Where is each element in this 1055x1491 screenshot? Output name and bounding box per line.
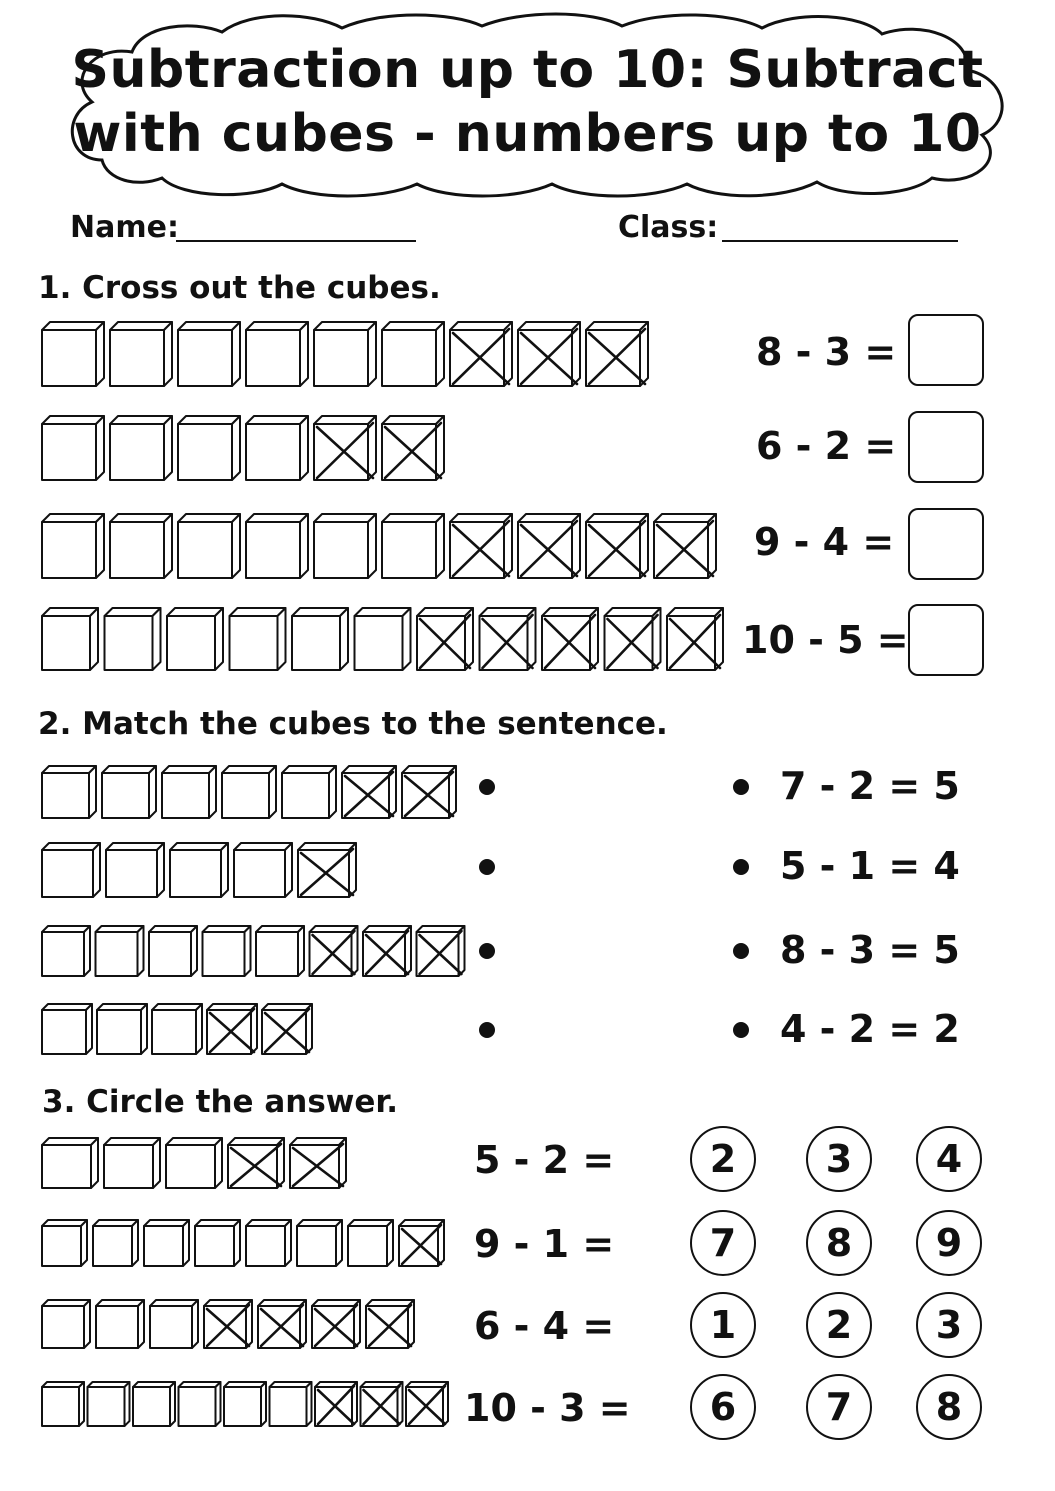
answer-option-1-2[interactable]: 3 (806, 1126, 872, 1192)
cube (361, 1382, 403, 1426)
section3-equation-4: 10 - 3 = (464, 1386, 631, 1430)
cube (270, 1382, 312, 1426)
section1-equation-2: 6 - 2 = (756, 424, 897, 468)
answer-option-4-1[interactable]: 6 (690, 1374, 756, 1440)
answer-option-1-3[interactable]: 4 (916, 1126, 982, 1192)
match-sentence-1: 7 - 2 = 5 (780, 764, 960, 808)
name-label: Name: (70, 210, 179, 245)
cube (315, 1382, 357, 1426)
answer-option-2-1[interactable]: 7 (690, 1210, 756, 1276)
cube (224, 1382, 266, 1426)
answer-option-1-1[interactable]: 2 (690, 1126, 756, 1192)
answer-option-4-2[interactable]: 7 (806, 1374, 872, 1440)
answer-option-3-3[interactable]: 3 (916, 1292, 982, 1358)
section3-equation-2: 9 - 1 = (474, 1222, 615, 1266)
section2-title: 2. Match the cubes to the sentence. (38, 706, 668, 742)
section3-title: 3. Circle the answer. (42, 1084, 399, 1120)
worksheet-title-line-1: Subtraction up to 10: Subtract (71, 40, 984, 100)
section1-equation-3: 9 - 4 = (754, 520, 895, 564)
cube (406, 1382, 448, 1426)
worksheet-title-line-2: with cubes - numbers up to 10 (73, 104, 982, 164)
section3-equation-1: 5 - 2 = (474, 1138, 615, 1182)
match-sentence-2: 5 - 1 = 4 (780, 844, 960, 888)
class-label: Class: (618, 210, 719, 245)
cube (88, 1382, 130, 1426)
cube (179, 1382, 221, 1426)
section1-equation-1: 8 - 3 = (756, 330, 897, 374)
answer-option-3-1[interactable]: 1 (690, 1292, 756, 1358)
cube (42, 1382, 84, 1426)
match-sentence-3: 8 - 3 = 5 (780, 928, 960, 972)
section3-equation-3: 6 - 4 = (474, 1304, 615, 1348)
section1-equation-4: 10 - 5 = (742, 618, 909, 662)
answer-option-2-3[interactable]: 9 (916, 1210, 982, 1276)
match-sentence-4: 4 - 2 = 2 (780, 1007, 960, 1051)
answer-option-3-2[interactable]: 2 (806, 1292, 872, 1358)
cube (133, 1382, 175, 1426)
answer-option-4-3[interactable]: 8 (916, 1374, 982, 1440)
answer-option-2-2[interactable]: 8 (806, 1210, 872, 1276)
section1-title: 1. Cross out the cubes. (38, 270, 441, 306)
